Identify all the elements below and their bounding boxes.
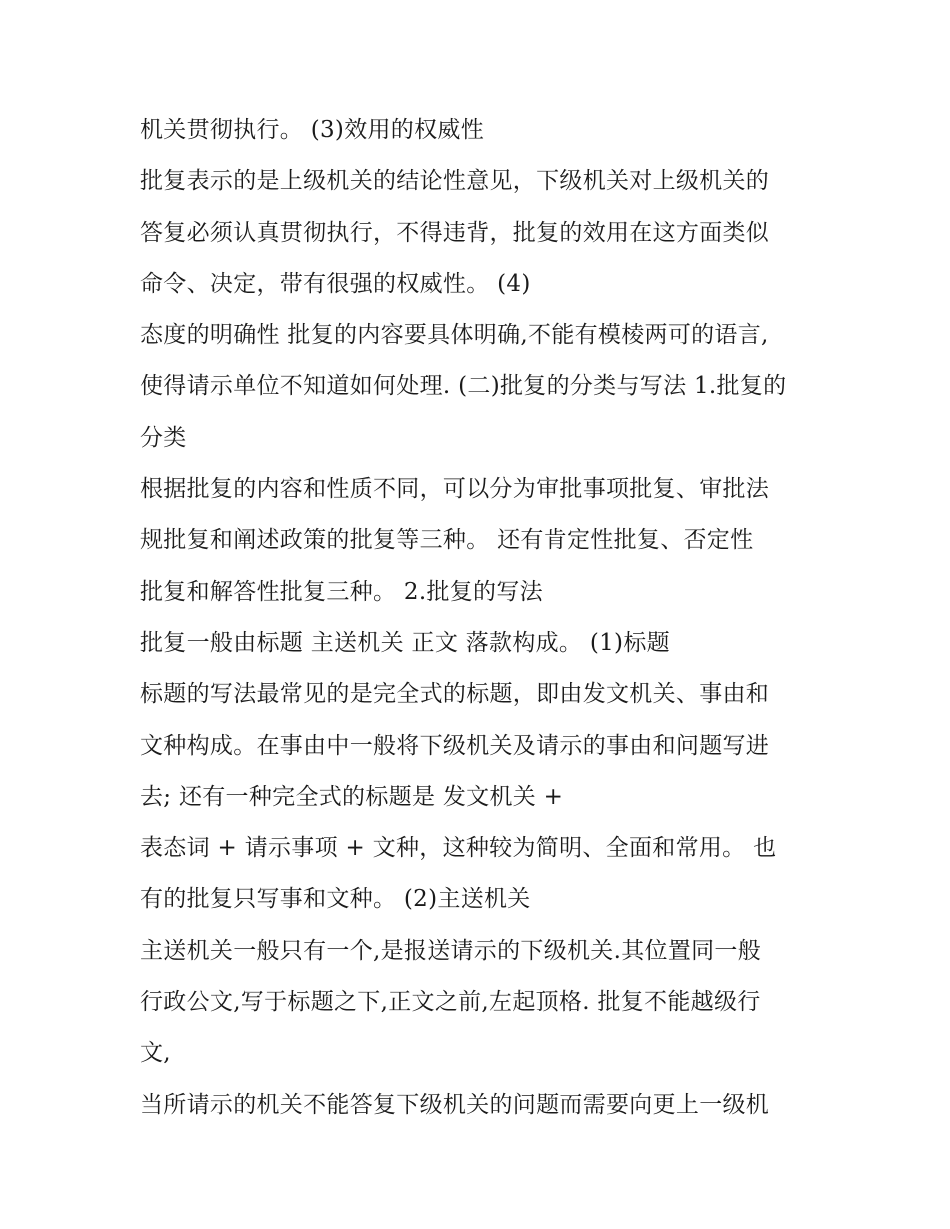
text-line: 行政公文,写于标题之下,正文之前,左起顶格. 批复不能越级行: [140, 989, 761, 1016]
text-line: 机关贯彻执行。 (3)效用的权威性: [140, 117, 484, 143]
text-line: 分类: [140, 424, 187, 451]
text-line: 主送机关一般只有一个,是报送请示的下级机关.其位置同一般: [140, 937, 762, 964]
text-line: 文种构成。在事由中一般将下级机关及请示的事由和问题写进: [140, 732, 770, 759]
text-line: 有的批复只写事和文种。 (2)主送机关: [140, 886, 531, 913]
text-line: 答复必须认真贯彻执行，不得违背，批复的效用在这方面类似: [140, 219, 770, 246]
text-line: 规批复和阐述政策的批复等三种。 还有肯定性批复、否定性: [140, 527, 754, 554]
text-line: 批复和解答性批复三种。 2.批复的写法: [140, 578, 543, 605]
text-line: 表态词 + 请示事项 + 文种，这种较为简明、全面和常用。 也: [140, 835, 777, 862]
text-line: 批复一般由标题 主送机关 正文 落款构成。 (1)标题: [140, 629, 670, 656]
text-line: 标题的写法最常见的是完全式的标题，即由发文机关、事由和: [140, 681, 770, 708]
text-line: 态度的明确性 批复的内容要具体明确,不能有模棱两可的语言,: [140, 322, 769, 349]
text-line: 文,: [140, 1040, 171, 1067]
document-body: [140, 110, 820, 1136]
text-line: 根据批复的内容和性质不同，可以分为审批事项批复、审批法: [140, 476, 770, 503]
text-line: 批复表示的是上级机关的结论性意见，下级机关对上级机关的: [140, 168, 770, 195]
text-line: 使得请示单位不知道如何处理. (二)批复的分类与写法 1.批复的: [140, 373, 787, 400]
text-line: 当所请示的机关不能答复下级机关的问题而需要向更上一级机: [140, 1091, 770, 1118]
text-line: 命令、决定，带有很强的权威性。 (4): [140, 270, 531, 297]
text-line: 去; 还有一种完全式的标题是 发文机关 +: [140, 783, 564, 810]
